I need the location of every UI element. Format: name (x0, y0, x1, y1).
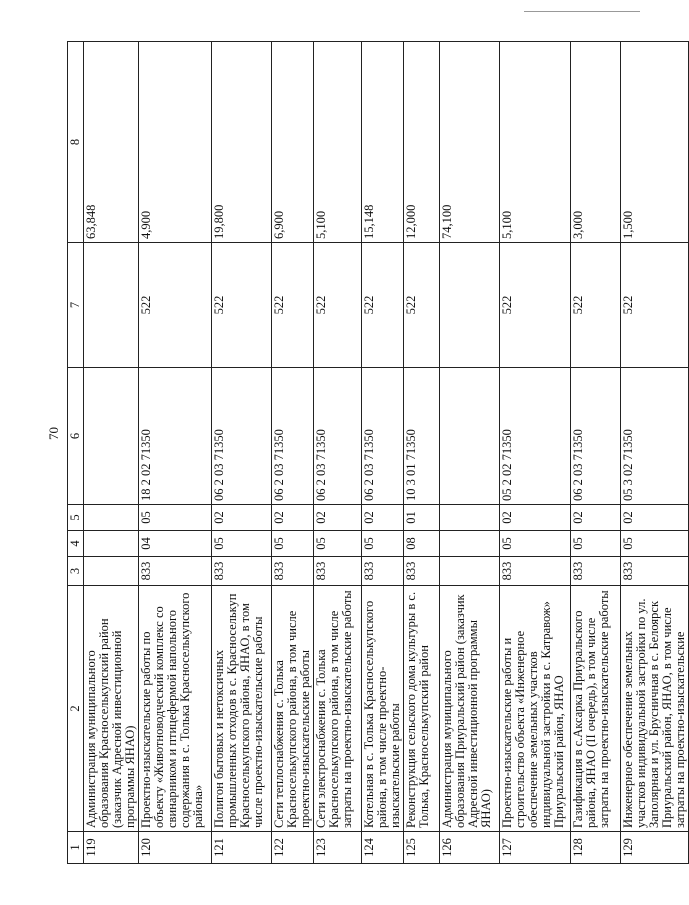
code-7-cell: 522 (314, 243, 362, 368)
amount-cell: 5,100 (314, 42, 362, 243)
header-cell-8: 8 (68, 42, 84, 243)
table-row (404, 42, 440, 864)
amount-cell: 6,900 (272, 42, 314, 243)
code-4-cell: 05 (500, 531, 571, 557)
code-5-cell: 01 (404, 505, 440, 531)
code-5-cell: 02 (212, 505, 272, 531)
row-number-cell: 119 (84, 832, 139, 864)
code-5-cell: 02 (500, 505, 571, 531)
table-row (314, 42, 362, 864)
code-3-cell: 833 (362, 557, 404, 586)
header-cell-6: 6 (68, 368, 84, 505)
code-4-cell: 05 (314, 531, 362, 557)
code-3-cell: 833 (314, 557, 362, 586)
header-cell-7: 7 (68, 243, 84, 368)
code-7-cell: 522 (571, 243, 621, 368)
top-rule-line (524, 11, 640, 12)
amount-cell: 63,848 (84, 42, 139, 243)
table-body (84, 42, 689, 864)
code-6-cell: 06 2 03 71350 (362, 368, 404, 505)
code-4-cell (440, 531, 500, 557)
table-row (362, 42, 404, 864)
row-number-cell: 122 (272, 832, 314, 864)
code-3-cell (84, 557, 139, 586)
code-7-cell (440, 243, 500, 368)
table-row (272, 42, 314, 864)
table-row (84, 42, 139, 864)
table-row (621, 42, 689, 864)
description-cell: Администрация муниципального образования Красноселькупский район (заказчик Адресной инвестиционной программы ЯНАО) (84, 586, 139, 832)
code-6-cell: 06 2 03 71350 (314, 368, 362, 505)
code-6-cell: 06 2 03 71350 (212, 368, 272, 505)
description-cell: Инженерное обеспечение земельных участков индивидуальной застройки по ул. Заполярная и ул. Брусничная в с. Белоярск Приуральский район, ЯНАО, в том числе затраты на проектно-изыскательские (621, 586, 689, 832)
code-6-cell (84, 368, 139, 505)
code-4-cell (84, 531, 139, 557)
row-number-cell: 128 (571, 832, 621, 864)
code-5-cell: 05 (139, 505, 212, 531)
code-4-cell: 05 (362, 531, 404, 557)
amount-cell: 5,100 (500, 42, 571, 243)
code-7-cell: 522 (500, 243, 571, 368)
description-cell: Администрация муниципального образования Приуральский район (заказчик Адресной инвестиционной программы ЯНАО) (440, 586, 500, 832)
row-number-cell: 124 (362, 832, 404, 864)
code-7-cell: 522 (404, 243, 440, 368)
table-row (212, 42, 272, 864)
description-cell: Полигон бытовых и нетоксичных промышленных отходов в с. Красноселькуп Красноселькупского района, ЯНАО, в том числе проектно-изыскательские работы (212, 586, 272, 832)
code-5-cell (440, 505, 500, 531)
code-3-cell (440, 557, 500, 586)
code-6-cell: 06 2 03 71350 (571, 368, 621, 505)
amount-cell: 4,900 (139, 42, 212, 243)
code-4-cell: 08 (404, 531, 440, 557)
header-cell-5: 5 (68, 505, 84, 531)
header-cell-2: 2 (68, 586, 84, 832)
header-cell-4: 4 (68, 531, 84, 557)
amount-cell: 3,000 (571, 42, 621, 243)
budget-table (67, 41, 689, 864)
row-number-cell: 129 (621, 832, 689, 864)
amount-cell: 19,800 (212, 42, 272, 243)
amount-cell: 15,148 (362, 42, 404, 243)
code-5-cell: 02 (314, 505, 362, 531)
description-cell: Реконструкция сельского дома культуры в с. Толька, Красноселькупский район (404, 586, 440, 832)
header-cell-3: 3 (68, 557, 84, 586)
row-number-cell: 125 (404, 832, 440, 864)
header-cell-1: 1 (68, 832, 84, 864)
row-number-cell: 121 (212, 832, 272, 864)
rotated-table-wrapper (67, 42, 687, 864)
code-4-cell: 05 (212, 531, 272, 557)
page-number: 70 (46, 427, 61, 440)
table-row (571, 42, 621, 864)
code-6-cell: 05 2 02 71350 (500, 368, 571, 505)
code-4-cell: 05 (571, 531, 621, 557)
code-7-cell (84, 243, 139, 368)
code-6-cell: 18 2 02 71350 (139, 368, 212, 505)
description-cell: Сети теплоснабжения с. Толька Красноселькупского района, в том числе проектно-изыскательские работы (272, 586, 314, 832)
amount-cell: 74,100 (440, 42, 500, 243)
code-5-cell (84, 505, 139, 531)
description-cell: Проектно-изыскательские работы и строительство объекта «Инженерное обеспечение земельных участков индивидуальной застройки в с. Катравож» Приуральский район, ЯНАО (500, 586, 571, 832)
code-7-cell: 522 (272, 243, 314, 368)
code-3-cell: 833 (404, 557, 440, 586)
code-7-cell: 522 (212, 243, 272, 368)
code-5-cell: 02 (272, 505, 314, 531)
code-5-cell: 02 (362, 505, 404, 531)
code-7-cell: 522 (621, 243, 689, 368)
row-number-cell: 127 (500, 832, 571, 864)
description-cell: Газификация в с.Аксарка Приуральского района, ЯНАО (II очередь), в том числе затраты на проектно-изыскательские работы (571, 586, 621, 832)
amount-cell: 1,500 (621, 42, 689, 243)
header-row (68, 42, 84, 864)
description-cell: Проектно-изыскательские работы по объекту «Животноводческий комплекс со свинарником и птицефермой напольного содержания в с. Толька Красноселькупского района» (139, 586, 212, 832)
description-cell: Котельная в с. Толька Красноселькупского района, в том числе проектно-изыскательские работы (362, 586, 404, 832)
code-3-cell: 833 (621, 557, 689, 586)
code-4-cell: 05 (272, 531, 314, 557)
code-6-cell: 05 3 02 71350 (621, 368, 689, 505)
code-3-cell: 833 (500, 557, 571, 586)
code-7-cell: 522 (139, 243, 212, 368)
row-number-cell: 120 (139, 832, 212, 864)
code-6-cell (440, 368, 500, 505)
row-number-cell: 123 (314, 832, 362, 864)
code-3-cell: 833 (571, 557, 621, 586)
code-7-cell: 522 (362, 243, 404, 368)
amount-cell: 12,000 (404, 42, 440, 243)
code-4-cell: 05 (621, 531, 689, 557)
code-3-cell: 833 (212, 557, 272, 586)
code-6-cell: 06 2 03 71350 (272, 368, 314, 505)
code-5-cell: 02 (621, 505, 689, 531)
table-row (440, 42, 500, 864)
code-6-cell: 10 3 01 71350 (404, 368, 440, 505)
code-5-cell: 02 (571, 505, 621, 531)
table-row (139, 42, 212, 864)
table-row (500, 42, 571, 864)
description-cell: Сети электроснабжения с. Толька Красноселькупского района, в том числе затраты на проектно-изыскательские работы (314, 586, 362, 832)
code-3-cell: 833 (272, 557, 314, 586)
row-number-cell: 126 (440, 832, 500, 864)
code-3-cell: 833 (139, 557, 212, 586)
code-4-cell: 04 (139, 531, 212, 557)
